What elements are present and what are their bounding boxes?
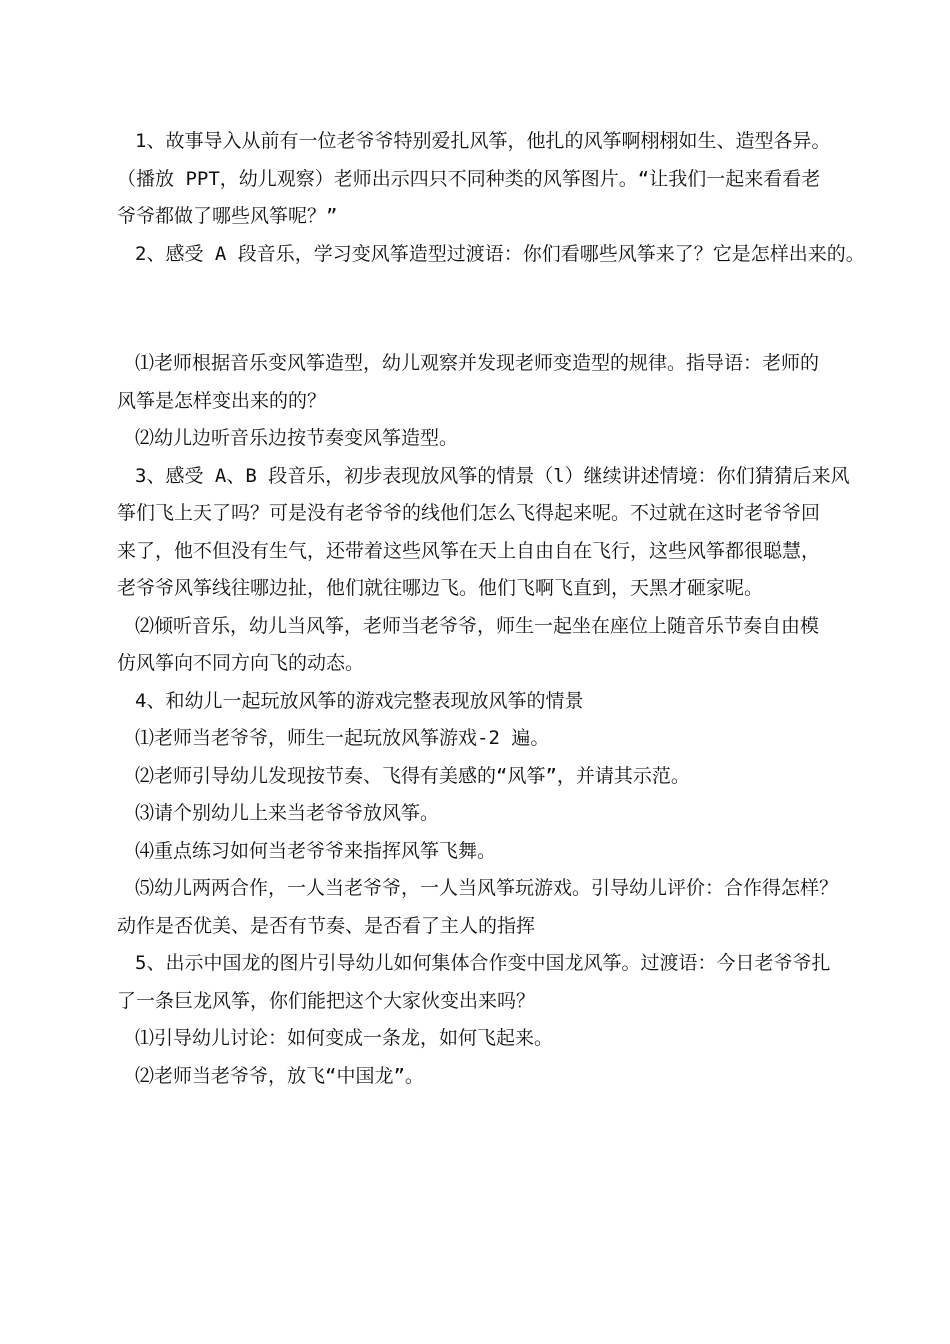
paragraph-gap: [117, 273, 842, 345]
paragraph-line: 来了，他不但没有生气，还带着这些风筝在天上自由自在飞行，这些风筝都很聪慧，: [117, 539, 821, 562]
paragraph-line: 了一条巨龙风筝，你们能把这个大家伙变出来吗？: [117, 989, 536, 1012]
paragraph-line: ⑴老师根据音乐变风筝造型，幼儿观察并发现老师变造型的规律。指导语：老师的: [135, 352, 820, 374]
paragraph-line: 风筝是怎样变出来的的？: [117, 389, 327, 412]
paragraph-line: ⑵倾听音乐，幼儿当风筝，老师当老爷爷，师生一起坐在座位上随音乐节奏自由模: [135, 614, 820, 637]
paragraph-line: 老爷爷风筝线往哪边扯，他们就往哪边飞。他们飞啊飞直到，天黑才砸家呢。: [117, 577, 764, 599]
document-body: [117, 123, 865, 1095]
paragraph-line: ⑵老师当老爷爷，放飞“中国龙”。: [135, 1064, 424, 1087]
paragraph-line: 动作是否优美、是否有节奏、是否看了主人的指挥: [117, 914, 536, 937]
paragraph-line: ⑵老师引导幼儿发现按节奏、飞得有美感的“风筝”，并请其示范。: [135, 764, 690, 787]
paragraph-line: 仿风筝向不同方向飞的动态。: [117, 652, 365, 674]
paragraph-line: ⑴引导幼儿讨论：如何变成一条龙，如何飞起来。: [135, 1027, 554, 1049]
paragraph-line: ⑶请个别幼儿上来当老爷爷放风筝。: [135, 802, 440, 824]
paragraph-line: 1、故事导入从前有一位老爷爷特别爱扎风筝，他扎的风筝啊栩栩如生、造型各异。: [135, 130, 831, 152]
paragraph-line: ⑴老师当老爷爷，师生一起玩放风筝游戏-2 遍。: [135, 727, 550, 749]
paragraph-line: ⑸幼儿两两合作，一人当老爷爷，一人当风筝玩游戏。引导幼儿评价：合作得怎样？: [135, 877, 839, 899]
paragraph-line: 筝们飞上天了吗？可是没有老爷爷的线他们怎么飞得起来呢。不过就在这时老爷爷回: [117, 502, 821, 524]
paragraph-line: 3、感受 A、B 段音乐，初步表现放风筝的情景（l）继续讲述情境：你们猜猜后来风: [135, 464, 850, 487]
paragraph-line: 5、出示中国龙的图片引导幼儿如何集体合作变中国龙风筝。过渡语：今日老爷爷扎: [135, 952, 831, 974]
paragraph-line: （播放 PPT，幼儿观察）老师出示四只不同种类的风筝图片。“让我们一起来看看老: [117, 167, 821, 190]
paragraph-line: 爷爷都做了哪些风筝呢？”: [117, 205, 338, 227]
paragraph-line: ⑵幼儿边听音乐边按节奏变风筝造型。: [135, 427, 459, 449]
paragraph-line: ⑷重点练习如何当老爷爷来指挥风筝飞舞。: [135, 839, 497, 862]
paragraph-line: 4、和幼儿一起玩放风筝的游戏完整表现放风筝的情景: [135, 689, 584, 712]
paragraph-line: 2、感受 A 段音乐，学习变风筝造型过渡语：你们看哪些风筝来了？它是怎样出来的。: [135, 242, 865, 265]
